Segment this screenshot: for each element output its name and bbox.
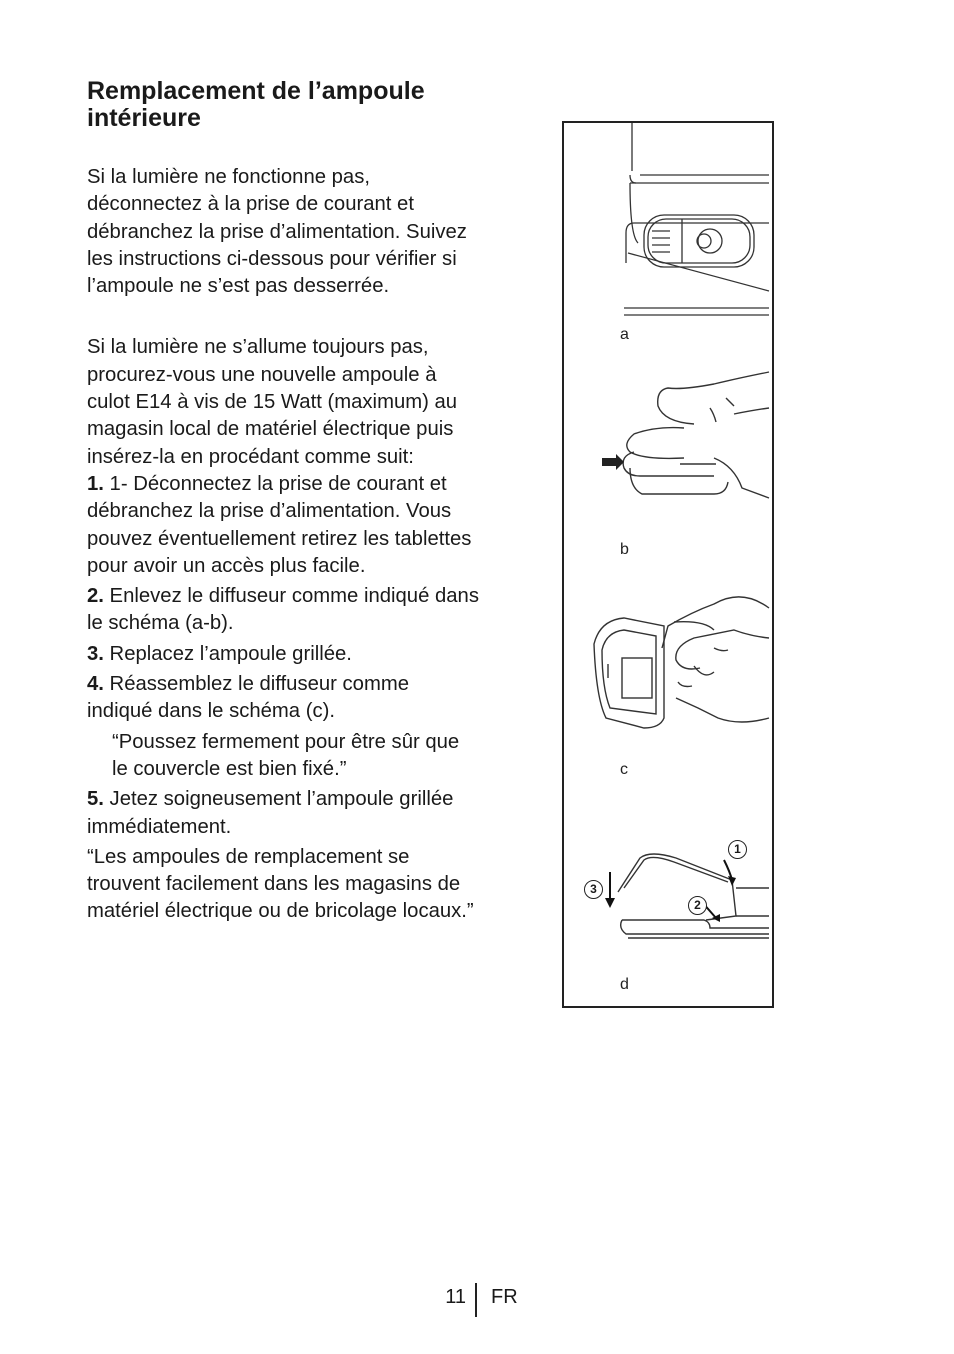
footer-divider (475, 1283, 477, 1317)
panel-label-c: c (620, 761, 628, 778)
panel-label-a: a (620, 326, 629, 343)
step-text: Jetez soigneusement l’ampoule grillée immédiatement. (87, 788, 454, 838)
language-code: FR (491, 1286, 518, 1308)
callout-2: 2 (688, 896, 707, 915)
panel-b (564, 348, 772, 568)
intro-paragraph: Si la lumière ne fonctionne pas, déconnectez à la prise de courant et débranchez la prise d’alimentation. Suivez les instructions ci-dessous pour vérifier si l’ampoule ne s’est pas desserrée. (87, 166, 467, 298)
fixing-note: “Poussez fermement pour être sûr que le couvercle est bien fixé.” (112, 730, 460, 780)
page-number: 11 (445, 1286, 466, 1308)
panel-a (564, 123, 772, 348)
replacement-paragraph: Si la lumière ne s’allume toujours pas, procurez-vous une nouvelle ampoule à culot E14 à vis de 15 Watt (maximum) au magasin local de matériel électrique puis insérez-la en procédant comme suit: (87, 336, 458, 468)
hand-reassembling-diffuser-illustration (564, 568, 772, 788)
lamp-housing-illustration (564, 123, 772, 348)
step-5 (87, 786, 479, 841)
step-number: 2. (87, 585, 104, 608)
panel-label-b: b (620, 541, 629, 558)
hand-removing-diffuser-illustration (564, 348, 772, 568)
instructions-column (87, 164, 479, 926)
illustration-frame (562, 121, 774, 1008)
availability-note: “Les ampoules de remplacement se trouvent facilement dans les magasins de matériel électrique ou de bricolage locaux.” (87, 845, 474, 923)
page-footer (0, 1286, 954, 1316)
callout-3: 3 (584, 880, 603, 899)
step-number: 1. (87, 472, 104, 495)
callout-1: 1 (728, 840, 747, 859)
step-3 (87, 641, 479, 668)
step-text: 1- Déconnectez la prise de courant et débranchez la prise d’alimentation. Vous pouvez éventuellement retirez les tablettes pour avoir un accès plus facile. (87, 472, 472, 577)
panel-label-d: d (620, 976, 629, 993)
step-text: Enlevez le diffuseur comme indiqué dans le schéma (a-b). (87, 585, 479, 635)
step-1 (87, 471, 479, 580)
step-2 (87, 583, 479, 638)
section-title: Remplacement de l’ampoule intérieure (87, 77, 425, 132)
step-text: Réassemblez le diffuseur comme indiqué dans le schéma (c). (87, 673, 410, 723)
step-number: 4. (87, 673, 104, 696)
step-text: Replacez l’ampoule grillée. (103, 642, 352, 665)
step-4 (87, 671, 479, 726)
step-number: 5. (87, 788, 104, 811)
panel-c (564, 568, 772, 788)
step-number: 3. (87, 642, 104, 665)
panel-d (564, 788, 772, 1006)
